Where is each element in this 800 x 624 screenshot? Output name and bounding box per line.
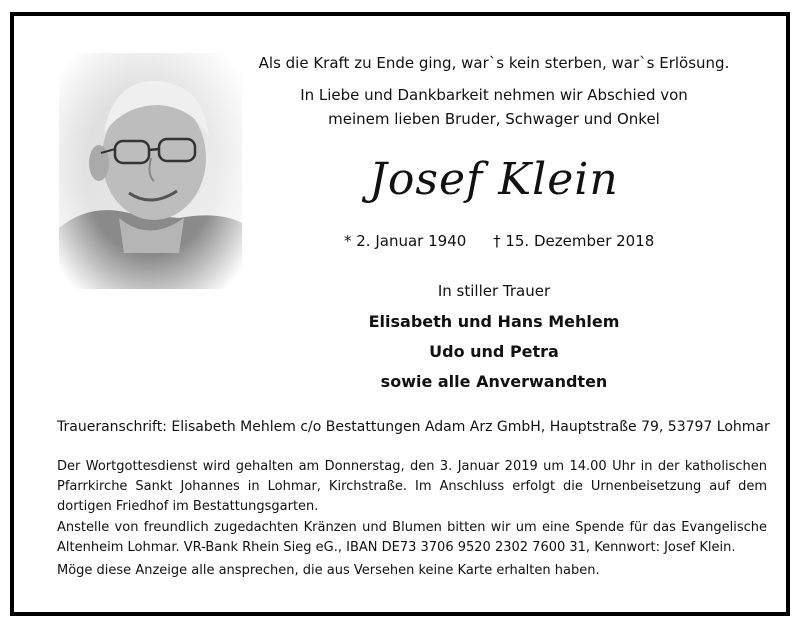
life-dates bbox=[344, 232, 664, 250]
service-line: Pfarrkirche Sankt Johannes in Lohmar, Kirchstraße. Im Anschluss erfolgt die Urnenbeisetzung auf dem bbox=[57, 479, 767, 494]
mourner-line: Elisabeth und Hans Mehlem bbox=[368, 312, 620, 331]
header-quote: Als die Kraft zu Ende ging, war`s kein sterben, war`s Erlösung. bbox=[258, 54, 730, 72]
donation-line: Altenheim Lohmar. VR-Bank Rhein Sieg eG., IBAN DE73 3706 9520 2302 7600 31, Kennwort: Josef Klein. bbox=[57, 540, 736, 555]
service-line: dortigen Friedhof im Bestattungsgarten. bbox=[57, 499, 319, 514]
service-line: Der Wortgottesdienst wird gehalten am Donnerstag, den 3. Januar 2019 um 14.00 Uhr in der katholischen bbox=[57, 459, 767, 474]
closing-note: Möge diese Anzeige alle ansprechen, die aus Versehen keine Karte erhalten haben. bbox=[57, 563, 600, 578]
mourning-address: Traueranschrift: Elisabeth Mehlem c/o Bestattungen Adam Arz GmbH, Hauptstraße 79, 53797 Lohmar bbox=[57, 419, 770, 435]
deceased-name: Josef Klein bbox=[369, 154, 619, 205]
header-intro-line-2: meinem lieben Bruder, Schwager und Onkel bbox=[328, 110, 660, 128]
header-intro-line-1: In Liebe und Dankbarkeit nehmen wir Abschied von bbox=[300, 86, 688, 104]
obituary-card bbox=[10, 12, 790, 616]
service-paragraph bbox=[57, 457, 767, 517]
death-date: † 15. Dezember 2018 bbox=[493, 232, 655, 250]
mourner-line: sowie alle Anverwandten bbox=[380, 372, 608, 391]
mourner-line: Udo und Petra bbox=[429, 342, 559, 361]
mourning-intro: In stiller Trauer bbox=[437, 282, 551, 300]
birth-date: * 2. Januar 1940 bbox=[344, 232, 467, 250]
donation-paragraph bbox=[57, 518, 767, 558]
donation-line: Anstelle von freundlich zugedachten Kränzen und Blumen bitten wir um eine Spende für das Evangelische bbox=[57, 520, 767, 535]
